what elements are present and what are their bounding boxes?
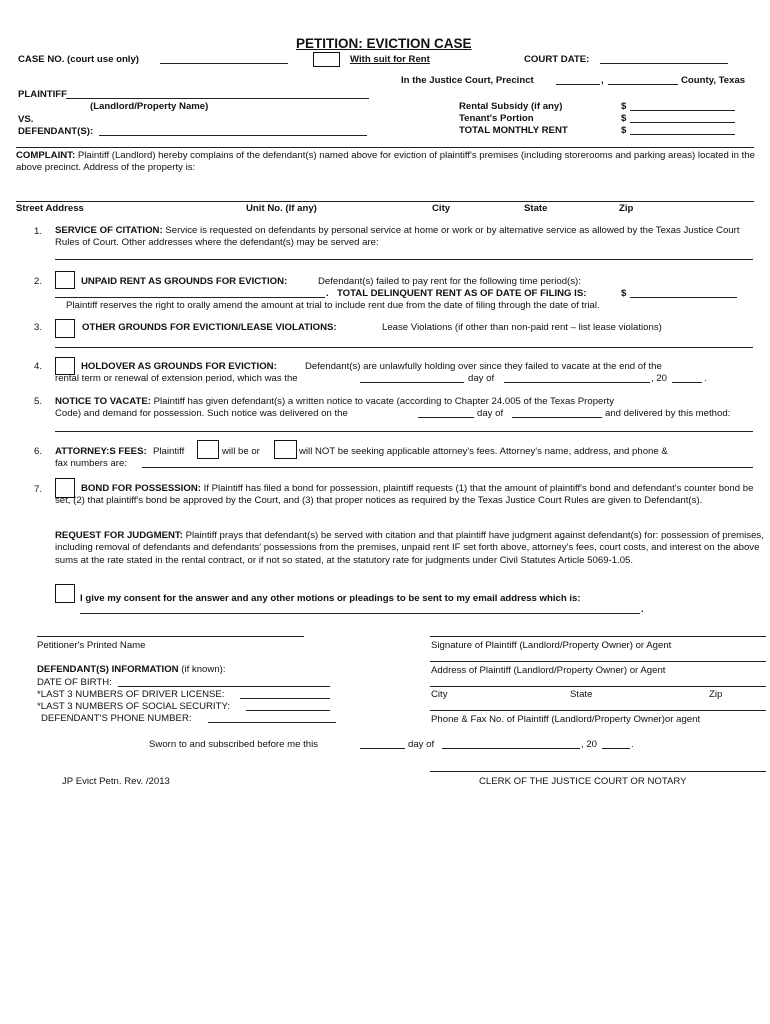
- city-header: City: [432, 203, 451, 214]
- bond-label: BOND FOR POSSESSION:: [81, 483, 201, 494]
- ssn-field[interactable]: [246, 710, 330, 711]
- suit-for-rent-checkbox[interactable]: [313, 52, 340, 67]
- city-label: City: [431, 689, 448, 700]
- complaint-paragraph: [16, 150, 761, 175]
- unit-header: Unit No. (If any): [246, 203, 317, 214]
- request-text: Plaintiff prays that defendant(s) be served with citation and that plaintiff have judgment against defendant(s) for: possession of premises, including removal of defendants and defendants' possessions from the premises, unpaid rent IF set forth above, attorney's fees, court costs, and interest on the above sums at the rate stated in the rental contract, or if not so stated, at the statutory rate for judgments under Civil Statutes Article 5069-1.05.: [55, 530, 764, 566]
- service-of-citation-label: SERVICE OF CITATION:: [55, 225, 163, 236]
- defendants-label: DEFENDANT(S):: [18, 126, 94, 137]
- time-period-field[interactable]: [55, 297, 325, 298]
- request-label: REQUEST FOR JUDGMENT:: [55, 530, 183, 541]
- request-paragraph: [55, 530, 767, 567]
- plaintiff-text: Plaintiff: [153, 446, 185, 457]
- dob-label: DATE OF BIRTH:: [37, 677, 112, 688]
- court-date-label: COURT DATE:: [524, 54, 590, 65]
- clerk-signature-field[interactable]: [430, 771, 766, 772]
- dollar-sign: $: [621, 125, 627, 136]
- period-dot: .: [704, 373, 707, 384]
- license-label: *LAST 3 NUMBERS OF DRIVER LICENSE:: [37, 689, 225, 700]
- sworn-label: Sworn to and subscribed before me this: [149, 739, 319, 750]
- printed-name-label: Petitioner's Printed Name: [37, 640, 146, 651]
- other-addresses-field[interactable]: [55, 259, 753, 260]
- period-dot: .: [326, 288, 329, 299]
- fax-numbers-label: fax numbers are:: [55, 458, 127, 469]
- dollar-sign: $: [621, 101, 627, 112]
- sworn-year-field[interactable]: [602, 748, 630, 749]
- delivery-method-field[interactable]: [55, 431, 753, 432]
- precinct-field[interactable]: [556, 84, 600, 85]
- total-rent-field[interactable]: [630, 134, 735, 135]
- holdover-label: HOLDOVER AS GROUNDS FOR EVICTION:: [81, 361, 277, 372]
- printed-name-field[interactable]: [37, 636, 304, 637]
- ssn-label: *LAST 3 NUMBERS OF SOCIAL SECURITY:: [37, 701, 230, 712]
- rental-subsidy-field[interactable]: [630, 110, 735, 111]
- plaintiff-field[interactable]: [66, 98, 369, 99]
- notice-paragraph: [55, 396, 614, 407]
- sworn-year-prefix: , 20: [581, 739, 598, 750]
- unpaid-rent-label: UNPAID RENT AS GROUNDS FOR EVICTION:: [81, 276, 288, 287]
- divider: [16, 147, 754, 148]
- holdover-text: Defendant(s) are unlawfully holding over since they failed to vacate at the end of the: [305, 361, 662, 372]
- other-grounds-label: OTHER GROUNDS FOR EVICTION/LEASE VIOLATIONS:: [82, 322, 337, 333]
- total-delinquent-label: TOTAL DELINQUENT RENT AS OF DATE OF FILING IS:: [337, 288, 587, 299]
- precinct-comma: ,: [601, 75, 604, 86]
- service-of-citation-paragraph: [55, 225, 763, 250]
- other-grounds-text: Lease Violations (if other than non-paid rent – list lease violations): [382, 322, 662, 333]
- holdover-day-field[interactable]: [360, 382, 464, 383]
- vs-label: VS.: [18, 114, 34, 125]
- case-no-label: CASE NO. (court use only): [18, 54, 139, 65]
- period-dot: .: [641, 604, 644, 615]
- email-field[interactable]: [80, 613, 640, 614]
- county-field[interactable]: [608, 84, 678, 85]
- rental-subsidy-label: Rental Subsidy (if any): [459, 101, 563, 112]
- consent-checkbox[interactable]: [55, 584, 75, 603]
- defendant-info-known: (if known):: [181, 664, 226, 675]
- court-date-field[interactable]: [600, 63, 728, 64]
- will-be-text: will be or: [222, 446, 260, 457]
- defendant-phone-field[interactable]: [208, 722, 336, 723]
- item-number: 3.: [34, 322, 43, 333]
- defendants-field[interactable]: [99, 135, 367, 136]
- notice-text-2: Code) and demand for possession. Such notice was delivered on the: [55, 408, 348, 419]
- notice-day-field[interactable]: [418, 417, 474, 418]
- clerk-label: CLERK OF THE JUSTICE COURT OR NOTARY: [479, 776, 687, 787]
- signature-field[interactable]: [430, 636, 766, 637]
- case-no-field[interactable]: [160, 63, 288, 64]
- complaint-label: COMPLAINT:: [16, 150, 76, 161]
- notice-text: Plaintiff has given defendant(s) a written notice to vacate (according to Chapter 24.005 of the Texas Property: [153, 396, 615, 407]
- state-header: State: [524, 203, 548, 214]
- sworn-day-of: day of: [408, 739, 435, 750]
- year-prefix: , 20: [651, 373, 668, 384]
- item-number: 4.: [34, 361, 43, 372]
- will-seek-fees-checkbox[interactable]: [197, 440, 219, 459]
- bond-paragraph: [55, 483, 767, 508]
- revision-label: JP Evict Petn. Rev. /2013: [62, 776, 170, 787]
- county-label: County, Texas: [681, 75, 746, 86]
- holdover-text-2: rental term or renewal of extension period, which was the: [55, 373, 298, 384]
- sworn-day-field[interactable]: [360, 748, 405, 749]
- defendant-phone-label: DEFENDANT'S PHONE NUMBER:: [41, 713, 192, 724]
- unpaid-rent-checkbox[interactable]: [55, 271, 75, 289]
- day-of-label: day of: [468, 373, 495, 384]
- phone-fax-field[interactable]: [430, 710, 766, 711]
- dollar-sign: $: [621, 113, 627, 124]
- attorney-fees-label: ATTORNEY:S FEES:: [55, 446, 147, 457]
- item-number: 7.: [34, 484, 43, 495]
- item-number: 6.: [34, 446, 43, 457]
- dob-field[interactable]: [118, 686, 330, 687]
- complaint-text: Plaintiff (Landlord) hereby complains of the defendant(s) named above for eviction of plaintiff's premises (including storerooms and parking areas) located in the above precinct. Address of the property is:: [16, 150, 755, 174]
- bond-text: If Plaintiff has filed a bond for possession, plaintiff requests (1) that the amount of plaintiff's bond and defendant's counter bond be set, (2) that plaintiff's bond be approved by the Court, and (3) that proper notices as required by the Texas Justice Court Rules are given to Defendant(s).: [55, 483, 754, 507]
- lease-violations-field[interactable]: [55, 347, 753, 348]
- signature-label: Signature of Plaintiff (Landlord/Property Owner) or Agent: [431, 640, 672, 651]
- item-number: 2.: [34, 276, 43, 287]
- other-grounds-checkbox[interactable]: [55, 319, 75, 338]
- day-of-label: day of: [477, 408, 504, 419]
- will-not-seek-fees-checkbox[interactable]: [274, 440, 297, 459]
- notice-month-field[interactable]: [512, 417, 602, 418]
- unpaid-rent-text: Defendant(s) failed to pay rent for the following time period(s):: [318, 276, 581, 287]
- notice-to-vacate-label: NOTICE TO VACATE:: [55, 396, 151, 407]
- item-number: 5.: [34, 396, 43, 407]
- total-rent-label: TOTAL MONTHLY RENT: [459, 125, 568, 136]
- state-label: State: [570, 689, 593, 700]
- reserve-text: Plaintiff reserves the right to orally amend the amount at trial to include rent due from the date of filing through the date of trial.: [66, 300, 600, 311]
- zip-label: Zip: [709, 689, 723, 700]
- tenant-portion-label: Tenant's Portion: [459, 113, 534, 124]
- notice-text-3: and delivered by this method:: [605, 408, 731, 419]
- city-state-zip-field[interactable]: [430, 686, 766, 687]
- item-number: 1.: [34, 226, 43, 237]
- page-title: PETITION: EVICTION CASE: [296, 36, 472, 51]
- tenant-portion-field[interactable]: [630, 122, 735, 123]
- will-not-text: will NOT be seeking applicable attorney's fees. Attorney's name, address, and phone &: [299, 446, 668, 457]
- property-address-field[interactable]: [16, 201, 754, 202]
- license-field[interactable]: [240, 698, 330, 699]
- defendant-info-label: DEFENDANT(S) INFORMATION: [37, 664, 179, 675]
- address-label: Address of Plaintiff (Landlord/Property Owner) or Agent: [431, 665, 666, 676]
- holdover-month-field[interactable]: [504, 382, 650, 383]
- holdover-year-field[interactable]: [672, 382, 702, 383]
- plaintiff-label: PLAINTIFF: [18, 89, 68, 100]
- address-field[interactable]: [430, 661, 766, 662]
- consent-text: I give my consent for the answer and any other motions or pleadings to be sent to my email address which is:: [80, 593, 581, 604]
- court-line-label: In the Justice Court, Precinct: [401, 75, 534, 86]
- defendant-info-heading: [37, 664, 226, 675]
- zip-header: Zip: [619, 203, 634, 214]
- service-of-citation-text: Service is requested on defendants by personal service at home or work or by alternative service as allowed by the Texas Justice Court Rules of Court. Other addresses where the defendant(s) may be served are:: [55, 225, 740, 249]
- total-delinquent-field[interactable]: [630, 297, 737, 298]
- period-dot: .: [631, 739, 634, 750]
- dollar-sign: $: [621, 288, 627, 299]
- sworn-month-field[interactable]: [442, 748, 580, 749]
- suit-for-rent-label: With suit for Rent: [350, 54, 430, 65]
- attorney-info-field[interactable]: [142, 467, 753, 468]
- landlord-label: (Landlord/Property Name): [90, 101, 209, 112]
- phone-fax-label: Phone & Fax No. of Plaintiff (Landlord/Property Owner)or agent: [431, 714, 701, 725]
- street-address-header: Street Address: [16, 203, 84, 214]
